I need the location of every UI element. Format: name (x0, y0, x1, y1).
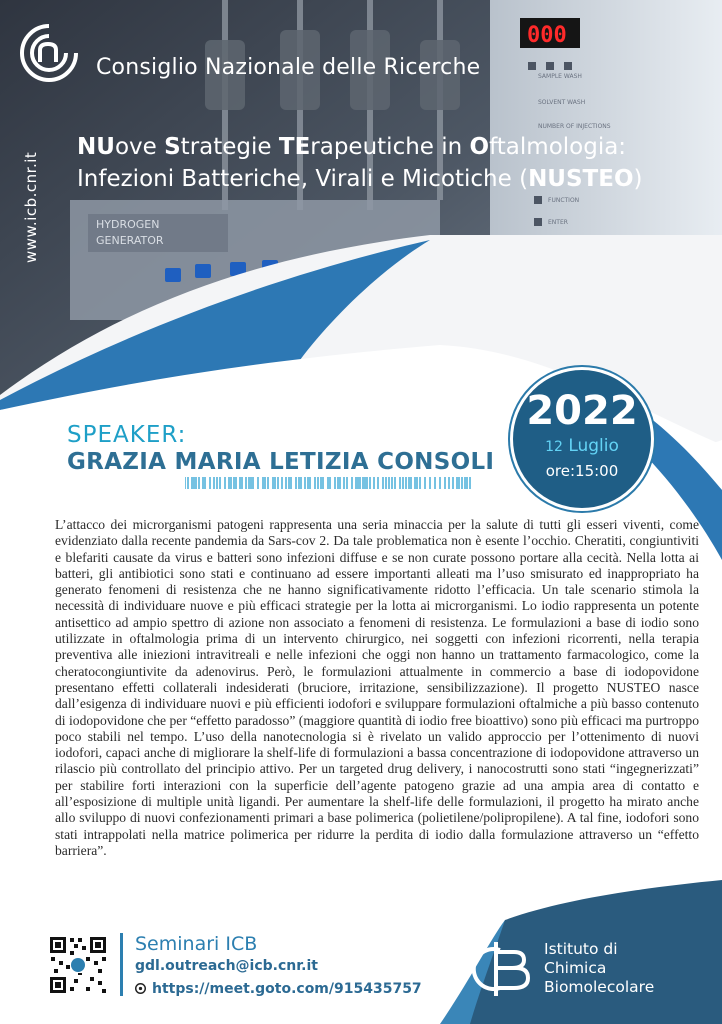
title-segment: S (164, 134, 181, 160)
svg-text:ENTER: ENTER (548, 219, 568, 226)
institute-line-2: Chimica (544, 959, 607, 977)
goto-meeting-icon (135, 983, 146, 994)
svg-text:SOLVENT WASH: SOLVENT WASH (538, 99, 586, 106)
website-vertical[interactable] (22, 128, 46, 263)
event-day: 12 (545, 439, 563, 455)
institute-name (544, 940, 654, 997)
title-line-1 (77, 131, 643, 163)
event-date (513, 436, 651, 456)
title-segment: NUSTEO (528, 166, 634, 192)
title-segment: ftalmologia: (489, 134, 627, 160)
qr-code-icon[interactable] (48, 935, 108, 995)
meeting-url[interactable]: https://meet.goto.com/915435757 (152, 981, 422, 997)
barcode-decoration (185, 476, 475, 490)
svg-text:FUNCTION: FUNCTION (548, 197, 580, 204)
speaker-name: GRAZIA MARIA LETIZIA CONSOLI (67, 449, 495, 475)
event-month: Luglio (568, 436, 619, 456)
digital-display: 000 (527, 23, 567, 48)
abstract-text: L’attacco dei microrganismi patogeni rappresenta una seria minaccia per la salute di tutti gli esseri viventi, come evidenziato dalla recente pandemia da Sars-cov 2. Da tale problematica non è esente l’occhio. Cheratiti, congiuntiviti e blefariti causate da virus e batteri sono infezioni diffuse e se non curate possono portare alla cecità. Nella lotta ai batteri, gli antibiotici sono stati e continuano ad essere importanti alleati ma l’uso smisurato ed inappropriato ha generato fenomeni di resistenza che ne hanno significativamente ridotto l’efficacia. Un tale scenario stimola la necessità di individuare nuove e più efficaci strategie per la lotta ai microrganismi. Lo iodio rappresenta un potente antisettico ad ampio spettro di azione non associato a fenomeni di resistenza. Le formulazioni a base di iodio sono utilizzate in oftalmologia prima di un intervento chirurgico, nei soggetti con infezioni ricorrenti, nella terapia preventiva alle iniezioni intravitreali e nelle infezioni che oggi non hanno un trattamento farmacologico, come la cheratocongiuntivite da adenovirus. Però, le formulazioni attualmente in commercio a base di iodopovidone presentano effetti collaterali indesiderati (bruciore, irritazione, sensibilizzazione). Il progetto NUSTEO nasce dall’esigenza di individuare nuovi e più efficienti iodofori e sviluppare formulazioni oftalmiche a più basso contenuto di iodopovidone che per “effetto paradosso” (maggiore quantità di iodio free bioattivo) sono più efficaci ma purtroppo poco stabili nel tempo. L’uso della nanotecnologia si è rivelato un valido approccio per l’ottenimento di nuovi iodofori, capaci anche di migliorare la shelf-life di formulazioni a bassa concentrazione di iodopovidone attraverso un rilascio più controllato del principio attivo. Per un targeted drug delivery, i nanocostrutti sono stati “ingegnerizzati” per stabilire forti interazioni con la superficie dell’agente patogeno grazie ad una ampia area di contatto e all’esposizione di multiple unità ligandi. Per aumentare la shelf-life delle formulazioni, il progetto ha mirato anche allo sviluppo di nuovi confezionamenti primari a base polimerica (polietilene/polipropilene). A tal fine, iodofori sono stati intrappolati nella matrice polimerica per ridurre la perdita di iodio dalla formulazione attraverso un “effetto barriera”. (55, 517, 699, 858)
svg-text:SAMPLE WASH: SAMPLE WASH (538, 73, 582, 80)
cnr-logo-icon (18, 22, 80, 84)
time-label: ore: (545, 462, 576, 480)
title-segment: O (469, 134, 490, 160)
title-segment: TE (278, 134, 311, 160)
website-text[interactable]: www.icb.cnr.it (22, 151, 40, 263)
date-badge (510, 367, 654, 511)
title-segment: rapeutiche in (310, 134, 470, 160)
title-segment: trategie (180, 134, 279, 160)
generator-label-2: GENERATOR (96, 234, 164, 247)
org-name: Consiglio Nazionale delle Ricerche (96, 55, 481, 80)
footer-divider (120, 933, 123, 996)
icb-logo-icon (470, 938, 542, 998)
meeting-link-row[interactable] (135, 978, 422, 997)
institute-line-1: Istituto di (544, 940, 618, 958)
title-segment: ) (633, 166, 643, 192)
seminar-title (77, 131, 643, 195)
event-year: 2022 (526, 388, 638, 434)
title-segment: ove (114, 134, 165, 160)
title-line-2 (77, 163, 643, 195)
svg-text:NUMBER OF INJECTIONS: NUMBER OF INJECTIONS (538, 123, 611, 130)
generator-label-1: HYDROGEN (96, 218, 160, 231)
event-time (513, 462, 651, 480)
institute-line-3: Biomolecolare (544, 978, 655, 996)
contact-email[interactable]: gdl.outreach@icb.cnr.it (135, 958, 318, 974)
seminar-series: Seminari ICB (135, 933, 258, 955)
time-value: 15:00 (575, 462, 619, 480)
speaker-label: SPEAKER: (67, 422, 187, 448)
title-segment: NU (77, 134, 115, 160)
title-segment: Infezioni Batteriche, Virali e Micotiche ( (77, 166, 529, 192)
